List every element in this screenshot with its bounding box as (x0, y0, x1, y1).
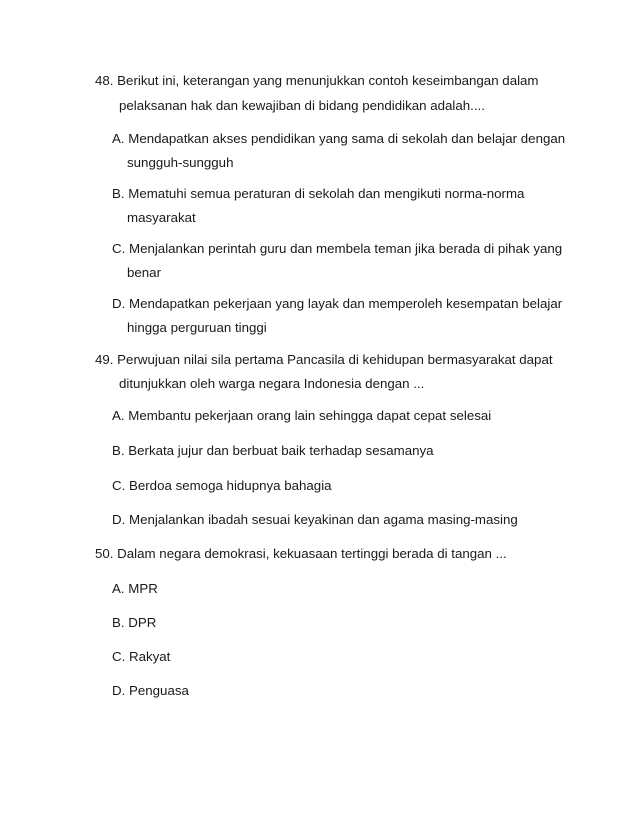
question-48-text-continued: pelaksanan hak dan kewajiban di bidang pendidikan adalah.... (119, 98, 485, 113)
question-48-option-a-continued: sungguh-sungguh (127, 155, 234, 170)
question-50-option-d: D. Penguasa (112, 683, 189, 698)
question-50-text: 50. Dalam negara demokrasi, kekuasaan tertinggi berada di tangan ... (95, 546, 507, 561)
question-49-option-b: B. Berkata jujur dan berbuat baik terhadap sesamanya (112, 443, 434, 458)
question-48-option-c-continued: benar (127, 265, 162, 280)
question-50-option-c: C. Rakyat (112, 649, 171, 664)
question-50-option-a: A. MPR (112, 581, 158, 596)
question-49-text: 49. Perwujuan nilai sila pertama Pancasila di kehidupan bermasyarakat dapat (95, 352, 553, 367)
question-49-option-a: A. Membantu pekerjaan orang lain sehingga dapat cepat selesai (112, 408, 492, 423)
question-49-option-d: D. Menjalankan ibadah sesuai keyakinan dan agama masing-masing (112, 512, 518, 527)
question-48-option-d: D. Mendapatkan pekerjaan yang layak dan memperoleh kesempatan belajar (112, 296, 563, 311)
question-49-text-continued: ditunjukkan oleh warga negara Indonesia dengan ... (119, 376, 425, 391)
question-49-option-c: C. Berdoa semoga hidupnya bahagia (112, 478, 332, 493)
question-48-option-c: C. Menjalankan perintah guru dan membela teman jika berada di pihak yang (112, 241, 563, 256)
question-48-text: 48. Berikut ini, keterangan yang menunjukkan contoh keseimbangan dalam (95, 73, 539, 88)
question-48-option-a: A. Mendapatkan akses pendidikan yang sama di sekolah dan belajar dengan (112, 131, 566, 146)
question-50-option-b: B. DPR (112, 615, 157, 630)
question-48-option-b-continued: masyarakat (127, 210, 196, 225)
question-48-option-d-continued: hingga perguruan tinggi (127, 320, 267, 335)
question-48-option-b: B. Mematuhi semua peraturan di sekolah dan mengikuti norma-norma (112, 186, 525, 201)
